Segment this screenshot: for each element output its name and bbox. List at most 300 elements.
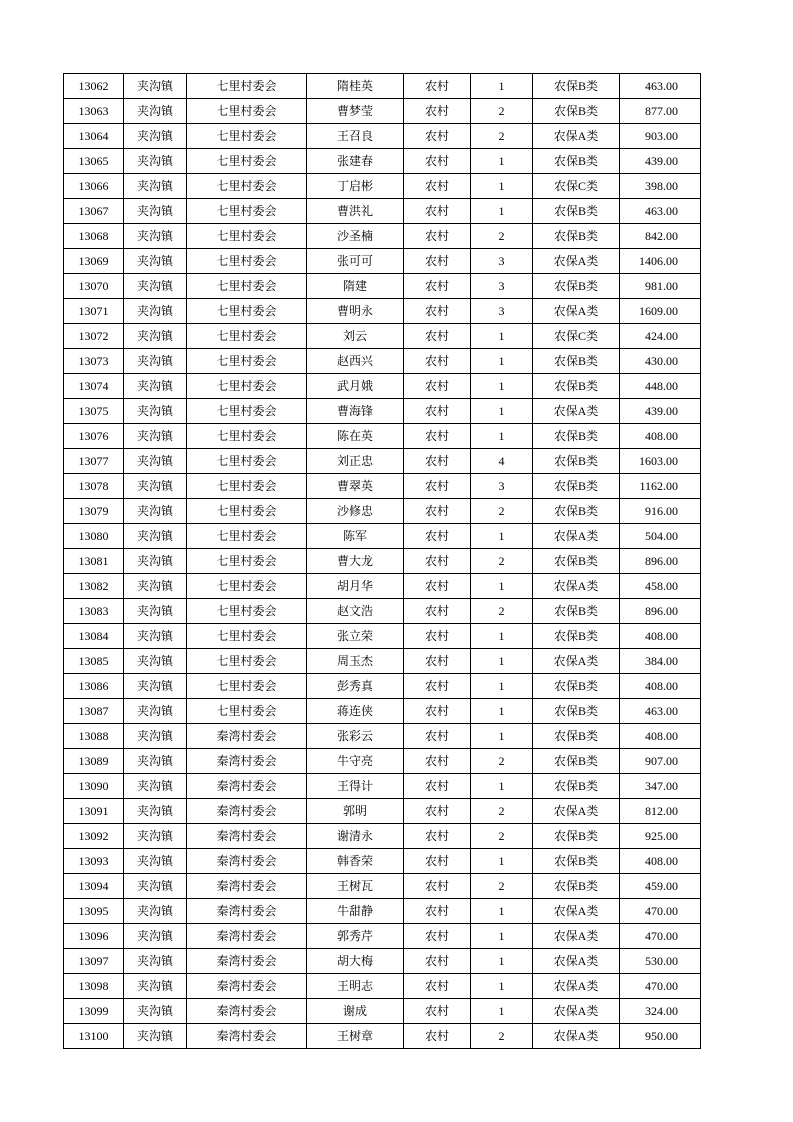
cell-type: 农村 — [404, 599, 471, 624]
cell-category: 农保B类 — [533, 224, 620, 249]
cell-category: 农保B类 — [533, 99, 620, 124]
cell-count: 2 — [471, 874, 533, 899]
cell-id: 13094 — [64, 874, 124, 899]
cell-type: 农村 — [404, 74, 471, 99]
cell-count: 1 — [471, 349, 533, 374]
cell-type: 农村 — [404, 774, 471, 799]
cell-amount: 925.00 — [620, 824, 701, 849]
cell-village: 七里村委会 — [187, 599, 307, 624]
cell-category: 农保B类 — [533, 74, 620, 99]
cell-name: 陈军 — [307, 524, 404, 549]
cell-category: 农保A类 — [533, 524, 620, 549]
cell-name: 隋建 — [307, 274, 404, 299]
cell-id: 13077 — [64, 449, 124, 474]
cell-count: 1 — [471, 999, 533, 1024]
cell-type: 农村 — [404, 924, 471, 949]
cell-id: 13090 — [64, 774, 124, 799]
cell-village: 七里村委会 — [187, 199, 307, 224]
cell-id: 13065 — [64, 149, 124, 174]
cell-amount: 1603.00 — [620, 449, 701, 474]
cell-count: 3 — [471, 474, 533, 499]
cell-town: 夹沟镇 — [124, 799, 187, 824]
cell-amount: 950.00 — [620, 1024, 701, 1049]
cell-id: 13063 — [64, 99, 124, 124]
cell-category: 农保C类 — [533, 324, 620, 349]
cell-count: 1 — [471, 199, 533, 224]
cell-town: 夹沟镇 — [124, 524, 187, 549]
cell-town: 夹沟镇 — [124, 449, 187, 474]
cell-town: 夹沟镇 — [124, 699, 187, 724]
cell-type: 农村 — [404, 974, 471, 999]
cell-category: 农保A类 — [533, 999, 620, 1024]
cell-id: 13080 — [64, 524, 124, 549]
cell-category: 农保B类 — [533, 674, 620, 699]
cell-type: 农村 — [404, 499, 471, 524]
cell-type: 农村 — [404, 724, 471, 749]
cell-count: 2 — [471, 99, 533, 124]
table-row — [64, 599, 701, 624]
cell-name: 曹翠英 — [307, 474, 404, 499]
table-row — [64, 674, 701, 699]
cell-category: 农保B类 — [533, 774, 620, 799]
cell-name: 张立荣 — [307, 624, 404, 649]
cell-town: 夹沟镇 — [124, 199, 187, 224]
table-row — [64, 974, 701, 999]
cell-category: 农保B类 — [533, 724, 620, 749]
cell-amount: 877.00 — [620, 99, 701, 124]
cell-id: 13064 — [64, 124, 124, 149]
cell-village: 七里村委会 — [187, 649, 307, 674]
cell-village: 七里村委会 — [187, 349, 307, 374]
cell-category: 农保B类 — [533, 424, 620, 449]
cell-village: 秦湾村委会 — [187, 724, 307, 749]
cell-count: 2 — [471, 824, 533, 849]
cell-amount: 470.00 — [620, 899, 701, 924]
cell-name: 沙修忠 — [307, 499, 404, 524]
cell-category: 农保B类 — [533, 849, 620, 874]
cell-village: 七里村委会 — [187, 99, 307, 124]
table-row — [64, 524, 701, 549]
cell-count: 1 — [471, 174, 533, 199]
table-row — [64, 274, 701, 299]
cell-town: 夹沟镇 — [124, 999, 187, 1024]
cell-amount: 408.00 — [620, 724, 701, 749]
cell-name: 刘正忠 — [307, 449, 404, 474]
cell-amount: 398.00 — [620, 174, 701, 199]
cell-category: 农保B类 — [533, 699, 620, 724]
cell-count: 2 — [471, 549, 533, 574]
cell-count: 2 — [471, 799, 533, 824]
cell-count: 2 — [471, 1024, 533, 1049]
cell-amount: 907.00 — [620, 749, 701, 774]
cell-id: 13072 — [64, 324, 124, 349]
cell-town: 夹沟镇 — [124, 599, 187, 624]
cell-id: 13074 — [64, 374, 124, 399]
cell-count: 1 — [471, 774, 533, 799]
cell-type: 农村 — [404, 899, 471, 924]
cell-type: 农村 — [404, 524, 471, 549]
cell-count: 3 — [471, 274, 533, 299]
cell-category: 农保A类 — [533, 124, 620, 149]
table-row — [64, 424, 701, 449]
cell-amount: 470.00 — [620, 924, 701, 949]
table-row — [64, 699, 701, 724]
cell-amount: 408.00 — [620, 849, 701, 874]
cell-category: 农保A类 — [533, 799, 620, 824]
table-row — [64, 899, 701, 924]
cell-village: 秦湾村委会 — [187, 999, 307, 1024]
cell-category: 农保B类 — [533, 624, 620, 649]
cell-type: 农村 — [404, 274, 471, 299]
cell-id: 13071 — [64, 299, 124, 324]
cell-amount: 812.00 — [620, 799, 701, 824]
cell-name: 王树瓦 — [307, 874, 404, 899]
table-row — [64, 374, 701, 399]
cell-town: 夹沟镇 — [124, 124, 187, 149]
cell-id: 13078 — [64, 474, 124, 499]
cell-count: 1 — [471, 974, 533, 999]
cell-name: 武月娥 — [307, 374, 404, 399]
cell-category: 农保A类 — [533, 649, 620, 674]
cell-id: 13067 — [64, 199, 124, 224]
table-row — [64, 249, 701, 274]
cell-amount: 896.00 — [620, 549, 701, 574]
cell-town: 夹沟镇 — [124, 274, 187, 299]
cell-town: 夹沟镇 — [124, 174, 187, 199]
cell-town: 夹沟镇 — [124, 299, 187, 324]
cell-amount: 424.00 — [620, 324, 701, 349]
cell-amount: 347.00 — [620, 774, 701, 799]
cell-count: 1 — [471, 74, 533, 99]
table-row — [64, 449, 701, 474]
cell-town: 夹沟镇 — [124, 824, 187, 849]
cell-amount: 408.00 — [620, 424, 701, 449]
cell-category: 农保A类 — [533, 949, 620, 974]
cell-town: 夹沟镇 — [124, 874, 187, 899]
cell-amount: 504.00 — [620, 524, 701, 549]
cell-id: 13093 — [64, 849, 124, 874]
cell-village: 秦湾村委会 — [187, 949, 307, 974]
cell-count: 1 — [471, 849, 533, 874]
cell-town: 夹沟镇 — [124, 924, 187, 949]
table-row — [64, 1024, 701, 1049]
cell-amount: 981.00 — [620, 274, 701, 299]
cell-type: 农村 — [404, 449, 471, 474]
cell-town: 夹沟镇 — [124, 899, 187, 924]
cell-type: 农村 — [404, 799, 471, 824]
cell-amount: 430.00 — [620, 349, 701, 374]
cell-id: 13092 — [64, 824, 124, 849]
cell-village: 七里村委会 — [187, 374, 307, 399]
cell-id: 13088 — [64, 724, 124, 749]
table-row — [64, 849, 701, 874]
table-row — [64, 399, 701, 424]
cell-category: 农保B类 — [533, 499, 620, 524]
cell-amount: 903.00 — [620, 124, 701, 149]
cell-id: 13087 — [64, 699, 124, 724]
cell-category: 农保B类 — [533, 199, 620, 224]
cell-amount: 463.00 — [620, 74, 701, 99]
cell-count: 3 — [471, 299, 533, 324]
cell-village: 七里村委会 — [187, 699, 307, 724]
cell-village: 七里村委会 — [187, 624, 307, 649]
cell-id: 13100 — [64, 1024, 124, 1049]
table-row — [64, 824, 701, 849]
cell-id: 13069 — [64, 249, 124, 274]
cell-amount: 1162.00 — [620, 474, 701, 499]
cell-name: 张彩云 — [307, 724, 404, 749]
cell-id: 13073 — [64, 349, 124, 374]
cell-village: 秦湾村委会 — [187, 774, 307, 799]
cell-type: 农村 — [404, 624, 471, 649]
cell-count: 4 — [471, 449, 533, 474]
table-row — [64, 299, 701, 324]
cell-village: 七里村委会 — [187, 424, 307, 449]
cell-village: 秦湾村委会 — [187, 899, 307, 924]
cell-id: 13086 — [64, 674, 124, 699]
cell-type: 农村 — [404, 249, 471, 274]
cell-category: 农保B类 — [533, 149, 620, 174]
cell-count: 2 — [471, 749, 533, 774]
cell-count: 1 — [471, 324, 533, 349]
cell-id: 13079 — [64, 499, 124, 524]
cell-name: 蒋连侠 — [307, 699, 404, 724]
cell-id: 13075 — [64, 399, 124, 424]
cell-count: 1 — [471, 374, 533, 399]
cell-name: 赵文浩 — [307, 599, 404, 624]
cell-id: 13084 — [64, 624, 124, 649]
cell-town: 夹沟镇 — [124, 849, 187, 874]
cell-village: 七里村委会 — [187, 274, 307, 299]
cell-town: 夹沟镇 — [124, 474, 187, 499]
cell-name: 丁启彬 — [307, 174, 404, 199]
cell-count: 1 — [471, 399, 533, 424]
cell-name: 周玉杰 — [307, 649, 404, 674]
cell-name: 谢清永 — [307, 824, 404, 849]
cell-name: 彭秀真 — [307, 674, 404, 699]
cell-amount: 842.00 — [620, 224, 701, 249]
cell-village: 秦湾村委会 — [187, 749, 307, 774]
table-row — [64, 199, 701, 224]
cell-village: 秦湾村委会 — [187, 799, 307, 824]
cell-village: 七里村委会 — [187, 549, 307, 574]
cell-count: 1 — [471, 524, 533, 549]
cell-id: 13081 — [64, 549, 124, 574]
cell-village: 秦湾村委会 — [187, 874, 307, 899]
cell-town: 夹沟镇 — [124, 1024, 187, 1049]
cell-type: 农村 — [404, 399, 471, 424]
cell-type: 农村 — [404, 699, 471, 724]
cell-id: 13070 — [64, 274, 124, 299]
cell-id: 13091 — [64, 799, 124, 824]
table-row — [64, 999, 701, 1024]
cell-amount: 470.00 — [620, 974, 701, 999]
cell-amount: 896.00 — [620, 599, 701, 624]
cell-village: 七里村委会 — [187, 399, 307, 424]
table-row — [64, 549, 701, 574]
cell-amount: 459.00 — [620, 874, 701, 899]
cell-village: 七里村委会 — [187, 574, 307, 599]
cell-id: 13097 — [64, 949, 124, 974]
cell-count: 1 — [471, 149, 533, 174]
cell-id: 13089 — [64, 749, 124, 774]
cell-name: 沙圣楠 — [307, 224, 404, 249]
cell-id: 13096 — [64, 924, 124, 949]
cell-name: 张可可 — [307, 249, 404, 274]
table-row — [64, 924, 701, 949]
cell-type: 农村 — [404, 649, 471, 674]
cell-name: 牛守亮 — [307, 749, 404, 774]
cell-category: 农保A类 — [533, 249, 620, 274]
table-row — [64, 324, 701, 349]
cell-type: 农村 — [404, 124, 471, 149]
cell-town: 夹沟镇 — [124, 149, 187, 174]
cell-type: 农村 — [404, 349, 471, 374]
cell-type: 农村 — [404, 299, 471, 324]
records-table-body — [64, 74, 701, 1049]
cell-id: 13095 — [64, 899, 124, 924]
cell-town: 夹沟镇 — [124, 374, 187, 399]
table-row — [64, 649, 701, 674]
cell-count: 1 — [471, 899, 533, 924]
cell-category: 农保B类 — [533, 749, 620, 774]
cell-count: 1 — [471, 674, 533, 699]
table-row — [64, 74, 701, 99]
cell-name: 曹大龙 — [307, 549, 404, 574]
cell-town: 夹沟镇 — [124, 424, 187, 449]
cell-town: 夹沟镇 — [124, 724, 187, 749]
cell-count: 2 — [471, 499, 533, 524]
table-row — [64, 174, 701, 199]
cell-category: 农保A类 — [533, 574, 620, 599]
cell-count: 1 — [471, 724, 533, 749]
cell-count: 1 — [471, 924, 533, 949]
cell-amount: 408.00 — [620, 674, 701, 699]
cell-amount: 1609.00 — [620, 299, 701, 324]
cell-type: 农村 — [404, 874, 471, 899]
cell-name: 曹梦莹 — [307, 99, 404, 124]
cell-type: 农村 — [404, 199, 471, 224]
table-row — [64, 474, 701, 499]
cell-town: 夹沟镇 — [124, 249, 187, 274]
cell-count: 1 — [471, 699, 533, 724]
cell-town: 夹沟镇 — [124, 499, 187, 524]
cell-count: 2 — [471, 124, 533, 149]
table-row — [64, 774, 701, 799]
cell-amount: 408.00 — [620, 624, 701, 649]
cell-count: 1 — [471, 949, 533, 974]
cell-town: 夹沟镇 — [124, 74, 187, 99]
cell-category: 农保A类 — [533, 399, 620, 424]
cell-count: 1 — [471, 624, 533, 649]
cell-town: 夹沟镇 — [124, 574, 187, 599]
table-row — [64, 499, 701, 524]
cell-village: 七里村委会 — [187, 324, 307, 349]
cell-village: 七里村委会 — [187, 124, 307, 149]
cell-id: 13062 — [64, 74, 124, 99]
cell-name: 王召良 — [307, 124, 404, 149]
cell-category: 农保C类 — [533, 174, 620, 199]
cell-village: 秦湾村委会 — [187, 924, 307, 949]
cell-type: 农村 — [404, 99, 471, 124]
cell-village: 七里村委会 — [187, 674, 307, 699]
cell-category: 农保B类 — [533, 599, 620, 624]
cell-category: 农保B类 — [533, 824, 620, 849]
table-row — [64, 749, 701, 774]
cell-amount: 916.00 — [620, 499, 701, 524]
cell-count: 1 — [471, 574, 533, 599]
cell-town: 夹沟镇 — [124, 549, 187, 574]
cell-name: 赵西兴 — [307, 349, 404, 374]
cell-name: 王得计 — [307, 774, 404, 799]
cell-village: 七里村委会 — [187, 74, 307, 99]
cell-type: 农村 — [404, 949, 471, 974]
cell-village: 七里村委会 — [187, 474, 307, 499]
cell-village: 秦湾村委会 — [187, 974, 307, 999]
cell-village: 七里村委会 — [187, 299, 307, 324]
cell-type: 农村 — [404, 824, 471, 849]
cell-town: 夹沟镇 — [124, 399, 187, 424]
cell-count: 2 — [471, 224, 533, 249]
cell-category: 农保A类 — [533, 899, 620, 924]
cell-town: 夹沟镇 — [124, 974, 187, 999]
cell-category: 农保B类 — [533, 349, 620, 374]
cell-id: 13076 — [64, 424, 124, 449]
cell-type: 农村 — [404, 224, 471, 249]
cell-count: 1 — [471, 649, 533, 674]
cell-name: 谢成 — [307, 999, 404, 1024]
cell-id: 13068 — [64, 224, 124, 249]
cell-village: 七里村委会 — [187, 149, 307, 174]
table-row — [64, 574, 701, 599]
cell-town: 夹沟镇 — [124, 349, 187, 374]
cell-type: 农村 — [404, 174, 471, 199]
cell-category: 农保A类 — [533, 1024, 620, 1049]
cell-type: 农村 — [404, 374, 471, 399]
cell-amount: 324.00 — [620, 999, 701, 1024]
cell-town: 夹沟镇 — [124, 624, 187, 649]
cell-category: 农保A类 — [533, 299, 620, 324]
cell-village: 秦湾村委会 — [187, 1024, 307, 1049]
cell-type: 农村 — [404, 849, 471, 874]
table-row — [64, 874, 701, 899]
cell-town: 夹沟镇 — [124, 649, 187, 674]
cell-id: 13085 — [64, 649, 124, 674]
cell-amount: 458.00 — [620, 574, 701, 599]
cell-name: 曹洪礼 — [307, 199, 404, 224]
cell-category: 农保B类 — [533, 874, 620, 899]
cell-category: 农保B类 — [533, 449, 620, 474]
table-row — [64, 799, 701, 824]
cell-village: 七里村委会 — [187, 499, 307, 524]
cell-category: 农保A类 — [533, 924, 620, 949]
cell-count: 2 — [471, 599, 533, 624]
cell-type: 农村 — [404, 324, 471, 349]
cell-type: 农村 — [404, 999, 471, 1024]
cell-name: 张建春 — [307, 149, 404, 174]
records-table — [63, 73, 701, 1049]
cell-name: 胡大梅 — [307, 949, 404, 974]
cell-id: 13066 — [64, 174, 124, 199]
cell-name: 曹明永 — [307, 299, 404, 324]
cell-village: 七里村委会 — [187, 449, 307, 474]
cell-amount: 463.00 — [620, 199, 701, 224]
cell-type: 农村 — [404, 749, 471, 774]
cell-town: 夹沟镇 — [124, 774, 187, 799]
cell-id: 13082 — [64, 574, 124, 599]
cell-town: 夹沟镇 — [124, 749, 187, 774]
cell-type: 农村 — [404, 674, 471, 699]
